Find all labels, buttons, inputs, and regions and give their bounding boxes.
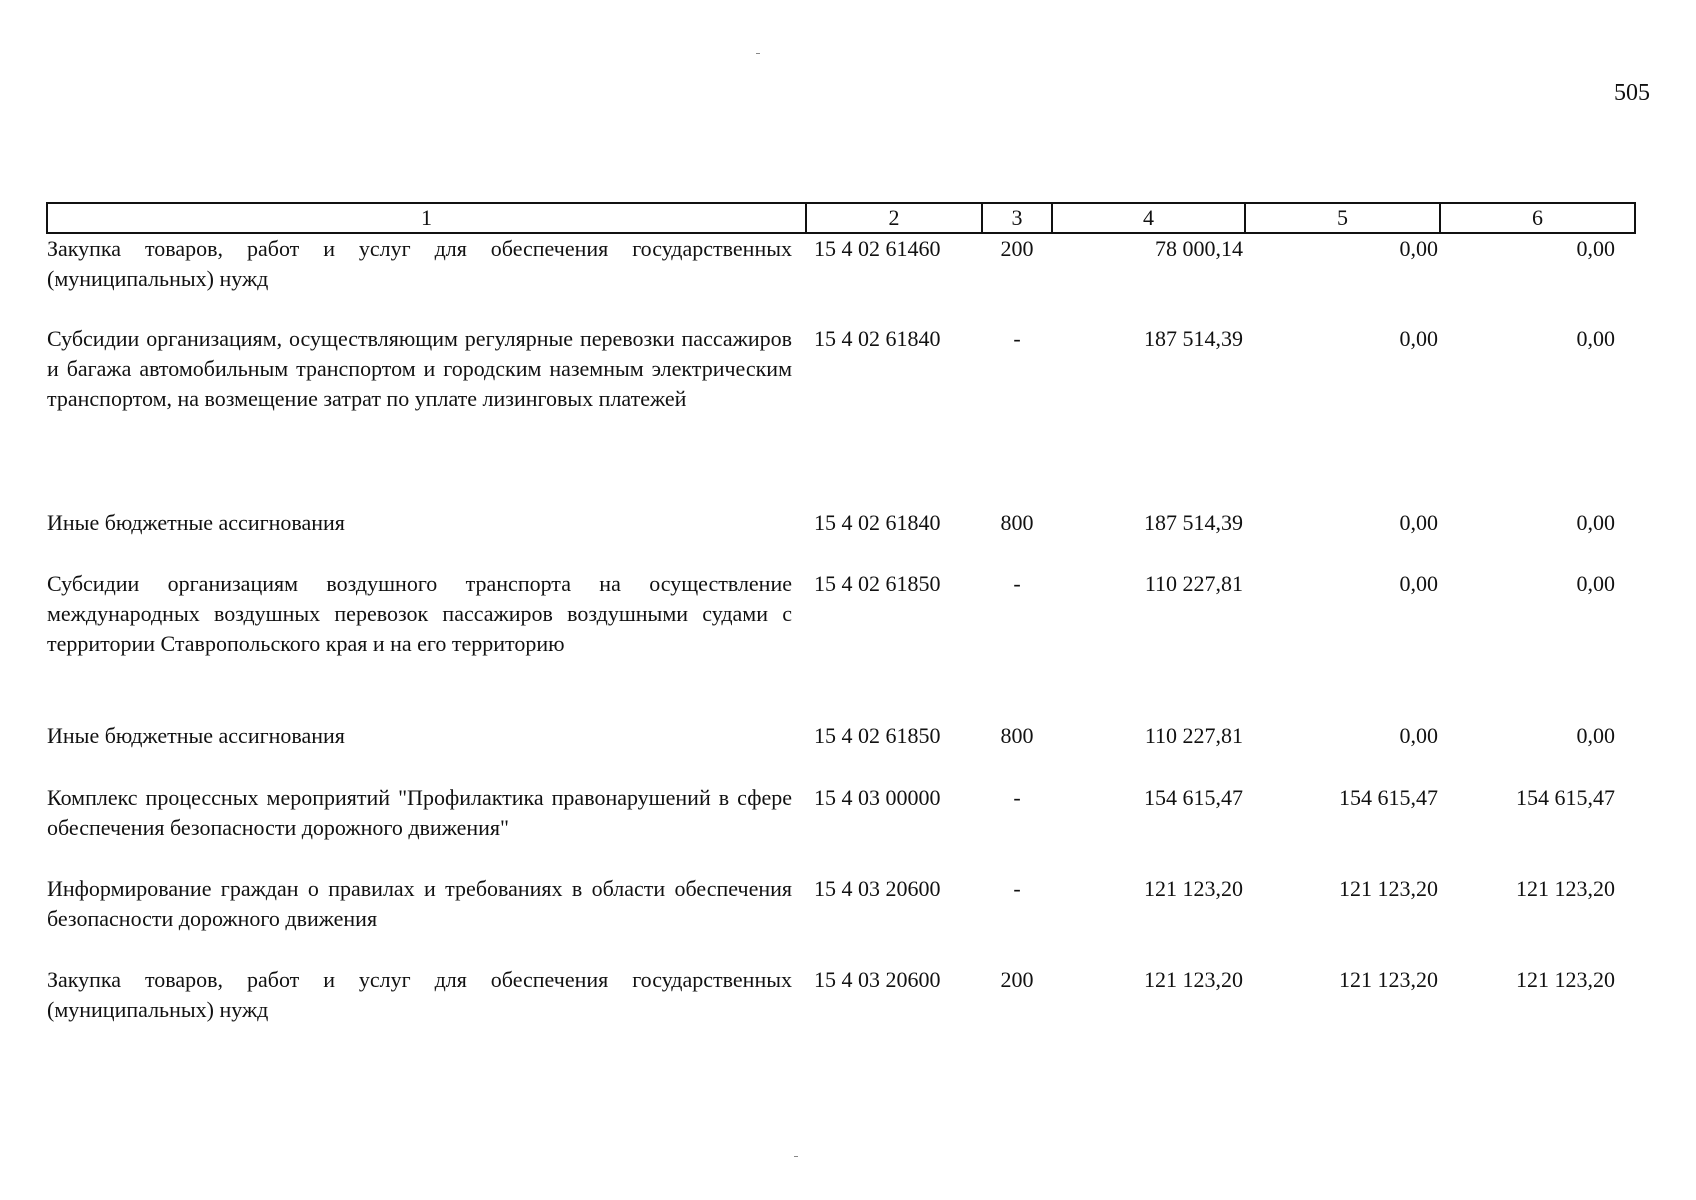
table-row [47, 324, 1635, 508]
row-value-4: 110 227,81 [1144, 571, 1243, 596]
row-kind: - [1013, 785, 1021, 810]
row-kind: 800 [1000, 510, 1034, 535]
row-kind: 800 [1000, 723, 1034, 748]
row-name: Комплекс процессных мероприятий "Профилактика правонарушений в сфере обеспечения безопасности дорожного движения" [47, 785, 792, 840]
header-cell: 2 [806, 203, 982, 233]
row-code: 15 4 02 61850 [814, 571, 941, 596]
header-cell: 4 [1052, 203, 1245, 233]
header-cell: 1 [47, 203, 806, 233]
row-value-5: 0,00 [1399, 723, 1438, 748]
row-value-6: 121 123,20 [1516, 967, 1615, 992]
row-code: 15 4 02 61840 [814, 510, 941, 535]
row-name: Субсидии организациям воздушного транспорта на осуществление международных воздушных перевозок пассажиров воздушными судами с территории Ставропольского края и на его территорию [47, 571, 792, 656]
row-value-4: 154 615,47 [1144, 785, 1243, 810]
scan-mark-bottom [794, 1156, 798, 1157]
row-name: Информирование граждан о правилах и требованиях в области обеспечения безопасности дорожного движения [47, 876, 792, 931]
header-cell: 3 [982, 203, 1052, 233]
row-kind: 200 [1000, 967, 1034, 992]
row-kind: - [1013, 876, 1021, 901]
row-code: 15 4 03 20600 [814, 876, 941, 901]
table-row [47, 233, 1635, 324]
header-row [47, 203, 1635, 233]
row-value-4: 110 227,81 [1144, 723, 1243, 748]
table-row [47, 965, 1635, 1035]
row-name: Закупка товаров, работ и услуг для обеспечения государственных (муниципальных) нужд [47, 967, 792, 1022]
row-value-6: 0,00 [1576, 236, 1615, 261]
row-code: 15 4 02 61460 [814, 236, 941, 261]
row-kind: - [1013, 571, 1021, 596]
row-code: 15 4 02 61840 [814, 326, 941, 351]
row-value-6: 0,00 [1576, 510, 1615, 535]
row-value-4: 78 000,14 [1155, 236, 1243, 261]
row-code: 15 4 02 61850 [814, 723, 941, 748]
row-kind: 200 [1000, 236, 1034, 261]
page-number: 505 [1614, 80, 1650, 106]
table-row [47, 508, 1635, 569]
row-value-6: 0,00 [1576, 571, 1615, 596]
row-value-6: 121 123,20 [1516, 876, 1615, 901]
header-cell: 5 [1245, 203, 1440, 233]
table-row [47, 874, 1635, 965]
row-value-5: 121 123,20 [1339, 876, 1438, 901]
scan-mark-top [756, 53, 760, 54]
row-value-5: 0,00 [1399, 236, 1438, 261]
row-value-5: 0,00 [1399, 326, 1438, 351]
table-row [47, 569, 1635, 721]
budget-table [46, 202, 1636, 1035]
row-value-4: 121 123,20 [1144, 876, 1243, 901]
header-cell: 6 [1440, 203, 1635, 233]
row-name: Субсидии организациям, осуществляющим регулярные перевозки пассажиров и багажа автомобильным транспортом и городским наземным электрическим транспортом, на возмещение затрат по уплате лизинговых платежей [47, 326, 792, 411]
row-name: Иные бюджетные ассигнования [47, 723, 345, 748]
row-value-6: 154 615,47 [1516, 785, 1615, 810]
row-value-4: 121 123,20 [1144, 967, 1243, 992]
row-value-5: 154 615,47 [1339, 785, 1438, 810]
row-value-5: 0,00 [1399, 571, 1438, 596]
row-kind: - [1013, 326, 1021, 351]
row-name: Закупка товаров, работ и услуг для обеспечения государственных (муниципальных) нужд [47, 236, 792, 291]
row-value-4: 187 514,39 [1144, 326, 1243, 351]
table-row [47, 783, 1635, 874]
row-name: Иные бюджетные ассигнования [47, 510, 345, 535]
row-value-6: 0,00 [1576, 326, 1615, 351]
row-value-6: 0,00 [1576, 723, 1615, 748]
row-value-5: 121 123,20 [1339, 967, 1438, 992]
row-code: 15 4 03 00000 [814, 785, 941, 810]
table-row [47, 721, 1635, 783]
row-value-5: 0,00 [1399, 510, 1438, 535]
row-code: 15 4 03 20600 [814, 967, 941, 992]
row-value-4: 187 514,39 [1144, 510, 1243, 535]
